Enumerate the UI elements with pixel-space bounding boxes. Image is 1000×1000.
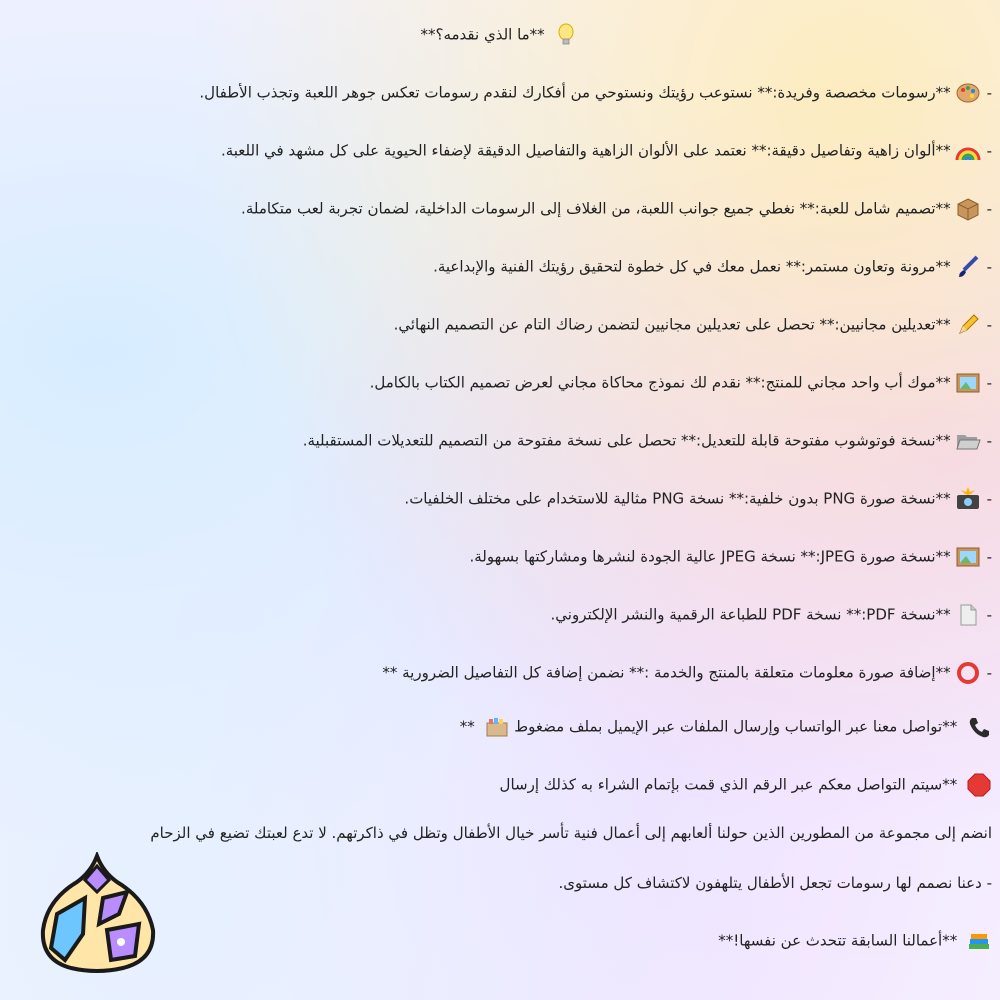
offer-item-text: **نسخة صورة JPEG:** نسخة JPEG عالية الجودة لنشرها ومشاركتها بسهولة. <box>469 547 951 566</box>
offer-item <box>8 196 992 222</box>
phone-icon <box>966 714 992 740</box>
section-heading <box>0 22 1000 48</box>
contact-text: **تواصل معنا عبر الواتساب وإرسال الملفات عبر الإيميل بملف مضغوط <box>514 717 958 736</box>
bullet-dash: - <box>986 83 992 102</box>
offer-item <box>8 428 992 454</box>
framed-picture-icon <box>955 370 981 396</box>
heading-text: **ما الذي نقدمه؟** <box>420 25 545 44</box>
offer-item-text: **إضافة صورة معلومات متعلقة بالمنتج والخدمة :** نضمن إضافة كل التفاصيل الضرورية ** <box>382 663 951 682</box>
offer-item-text: **مرونة وتعاون مستمر:** نعمل معك في كل خطوة لتحقيق رؤيتك الفنية والإبداعية. <box>433 257 951 276</box>
bullet-dash: - <box>986 489 992 508</box>
offer-item-text: **نسخة فوتوشوب مفتوحة قابلة للتعديل:** تحصل على نسخة مفتوحة من التصميم للتعديلات المستقبلية. <box>302 431 951 450</box>
offer-item <box>8 486 992 512</box>
palette-icon <box>955 80 981 106</box>
package-icon <box>955 196 981 222</box>
brand-logo <box>35 852 160 974</box>
books-icon <box>966 928 992 954</box>
stop-text: **سيتم التواصل معكم عبر الرقم الذي قمت بإتمام الشراء به كذلك إرسال <box>499 775 958 794</box>
bullet-dash: - <box>986 605 992 624</box>
paragraph-text: انضم إلى مجموعة من المطورين الذين حولنا ألعابهم إلى أعمال فنية تأسر خيال الأطفال وتظل في ذاكرتهم. لا تدع لعبتك تضيع في الزحام <box>150 824 992 842</box>
offer-item <box>8 602 992 628</box>
bullet-dash: - <box>986 199 992 218</box>
card-file-box-icon <box>484 714 510 740</box>
final-text: **أعمالنا السابقة تتحدث عن نفسها!** <box>718 931 958 950</box>
light-bulb-icon <box>553 22 579 48</box>
offer-item <box>8 254 992 280</box>
rainbow-icon <box>955 138 981 164</box>
offer-item-text: **ألوان زاهية وتفاصيل دقيقة:** نعتمد على الألوان الزاهية والتفاصيل الدقيقة لإضفاء الحيوية على كل مشهد في اللعبة. <box>220 141 951 160</box>
offer-item-text: **نسخة PDF:** نسخة PDF للطباعة الرقمية والنشر الإلكتروني. <box>550 605 951 624</box>
bullet-dash: - <box>986 257 992 276</box>
paintbrush-icon <box>955 254 981 280</box>
bullet-dash: - <box>986 315 992 334</box>
document-icon <box>955 602 981 628</box>
offer-item <box>8 312 992 338</box>
offer-item-text: **تصميم شامل للعبة:** نغطي جميع جوانب اللعبة، من الغلاف إلى الرسومات الداخلية، لضمان تجربة لعب متكاملة. <box>241 199 951 218</box>
offer-item <box>8 80 992 106</box>
bullet-dash: - <box>986 373 992 392</box>
bullet-dash: - <box>986 141 992 160</box>
bullet-dash: - <box>986 663 992 682</box>
camera-flash-icon <box>955 486 981 512</box>
bullet-dash: - <box>986 547 992 566</box>
contact-line <box>8 714 992 740</box>
stop-line <box>8 772 992 798</box>
framed-picture-icon <box>955 544 981 570</box>
offer-item <box>8 544 992 570</box>
paragraph-text-2: - دعنا نصمم لها رسومات تجعل الأطفال يتلهفون لاكتشاف كل مستوى. <box>558 874 992 892</box>
red-circle-icon <box>955 660 981 686</box>
pencil-icon <box>955 312 981 338</box>
offer-item-text: **نسخة صورة PNG بدون خلفية:** نسخة PNG مثالية للاستخدام على مختلف الخلفيات. <box>404 489 951 508</box>
offer-item-text: **موك أب واحد مجاني للمنتج:** نقدم لك نموذج محاكاة مجاني لعرض تصميم الكتاب بالكامل. <box>369 373 951 392</box>
offer-item <box>8 660 992 686</box>
bullet-dash: - <box>986 431 992 450</box>
offer-item <box>8 370 992 396</box>
stop-sign-icon <box>966 772 992 798</box>
open-folder-icon <box>955 428 981 454</box>
contact-trailing: ** <box>459 717 475 736</box>
offer-item-text: **تعديلين مجانيين:** تحصل على تعديلين مجانيين لتضمن رضاك التام عن التصميم النهائي. <box>393 315 951 334</box>
offer-item-text: **رسومات مخصصة وفريدة:** نستوعب رؤيتك ونستوحي من أفكارك لنقدم رسومات تعكس جوهر اللعبة وتجذب الأطفال. <box>199 83 951 102</box>
offer-item <box>8 138 992 164</box>
